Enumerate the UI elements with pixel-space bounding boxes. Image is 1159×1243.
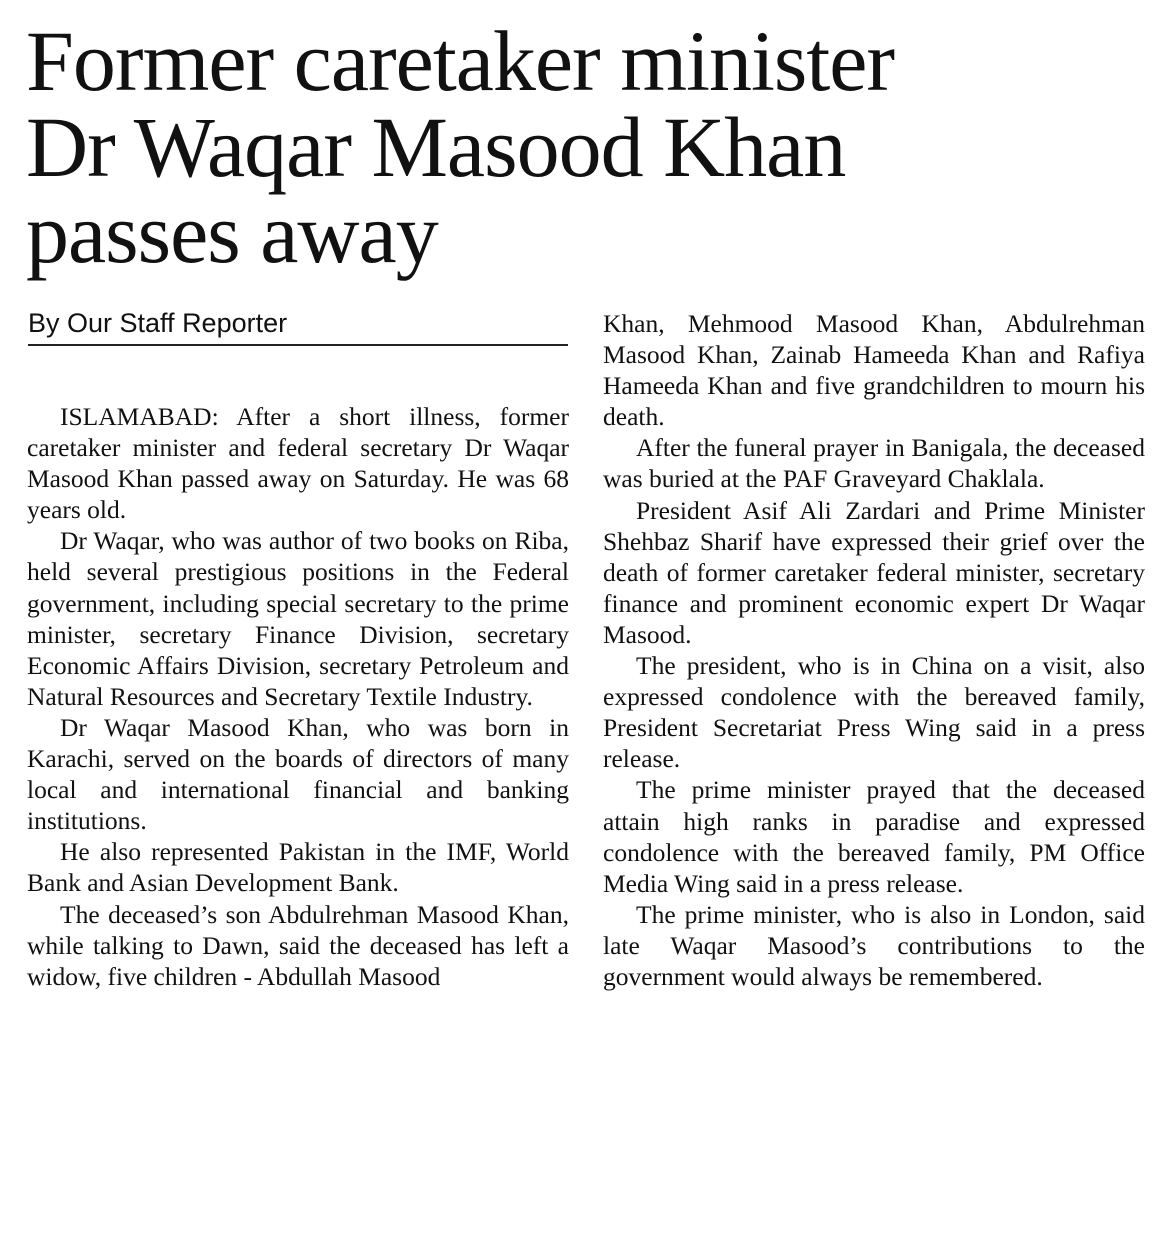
headline-line: Former caretaker minister xyxy=(26,13,895,109)
left-column xyxy=(27,401,569,992)
right-column xyxy=(603,308,1145,992)
headline xyxy=(26,13,1136,281)
headline-line: Dr Waqar Masood Khan xyxy=(26,99,846,195)
headline-line: passes away xyxy=(26,185,438,281)
paragraph: ISLAMABAD: After a short illness, former caretaker minister and federal secretary Dr Waqar Masood Khan passed away on Saturday. He was 68 years old. xyxy=(27,402,569,525)
paragraph: The president, who is in China on a visit, also expressed condolence with the bereaved family, President Secretariat Press Wing said in a press release. xyxy=(603,651,1145,774)
paragraph: The prime minister, who is also in London, said late Waqar Masood’s contributions to the government would always be remembered. xyxy=(603,899,1145,991)
paragraph: The deceased’s son Abdulrehman Masood Khan, while talking to Dawn, said the deceased has left a widow, five children - Abdullah Masood xyxy=(27,899,569,991)
paragraph: The prime minister prayed that the deceased attain high ranks in paradise and expressed condolence with the bereaved family, PM Office Media Wing said in a press release. xyxy=(603,775,1145,898)
paragraph-continuation: Khan, Mehmood Masood Khan, Abdulrehman Masood Khan, Zainab Hameeda Khan and Rafiya Hameeda Khan and five grandchildren to mourn his death. xyxy=(603,309,1145,432)
paragraph: After the funeral prayer in Banigala, the deceased was buried at the PAF Graveyard Chaklala. xyxy=(603,433,1145,494)
paragraph: Dr Waqar Masood Khan, who was born in Karachi, served on the boards of directors of many local and international financial and banking institutions. xyxy=(27,712,569,836)
paragraph: President Asif Ali Zardari and Prime Minister Shehbaz Sharif have expressed their grief over the death of former caretaker federal minister, secretary finance and prominent economic expert Dr Waqar Masood. xyxy=(603,495,1145,649)
paragraph: Dr Waqar, who was author of two books on Riba, held several prestigious positions in the Federal government, including special secretary to the prime minister, secretary Finance Division, secretary Economic Affairs Division, secretary Petroleum and Natural Resources and Secretary Textile Industry. xyxy=(27,526,569,711)
byline: By Our Staff Reporter xyxy=(28,306,568,346)
paragraph: He also represented Pakistan in the IMF, World Bank and Asian Development Bank. xyxy=(27,837,569,898)
